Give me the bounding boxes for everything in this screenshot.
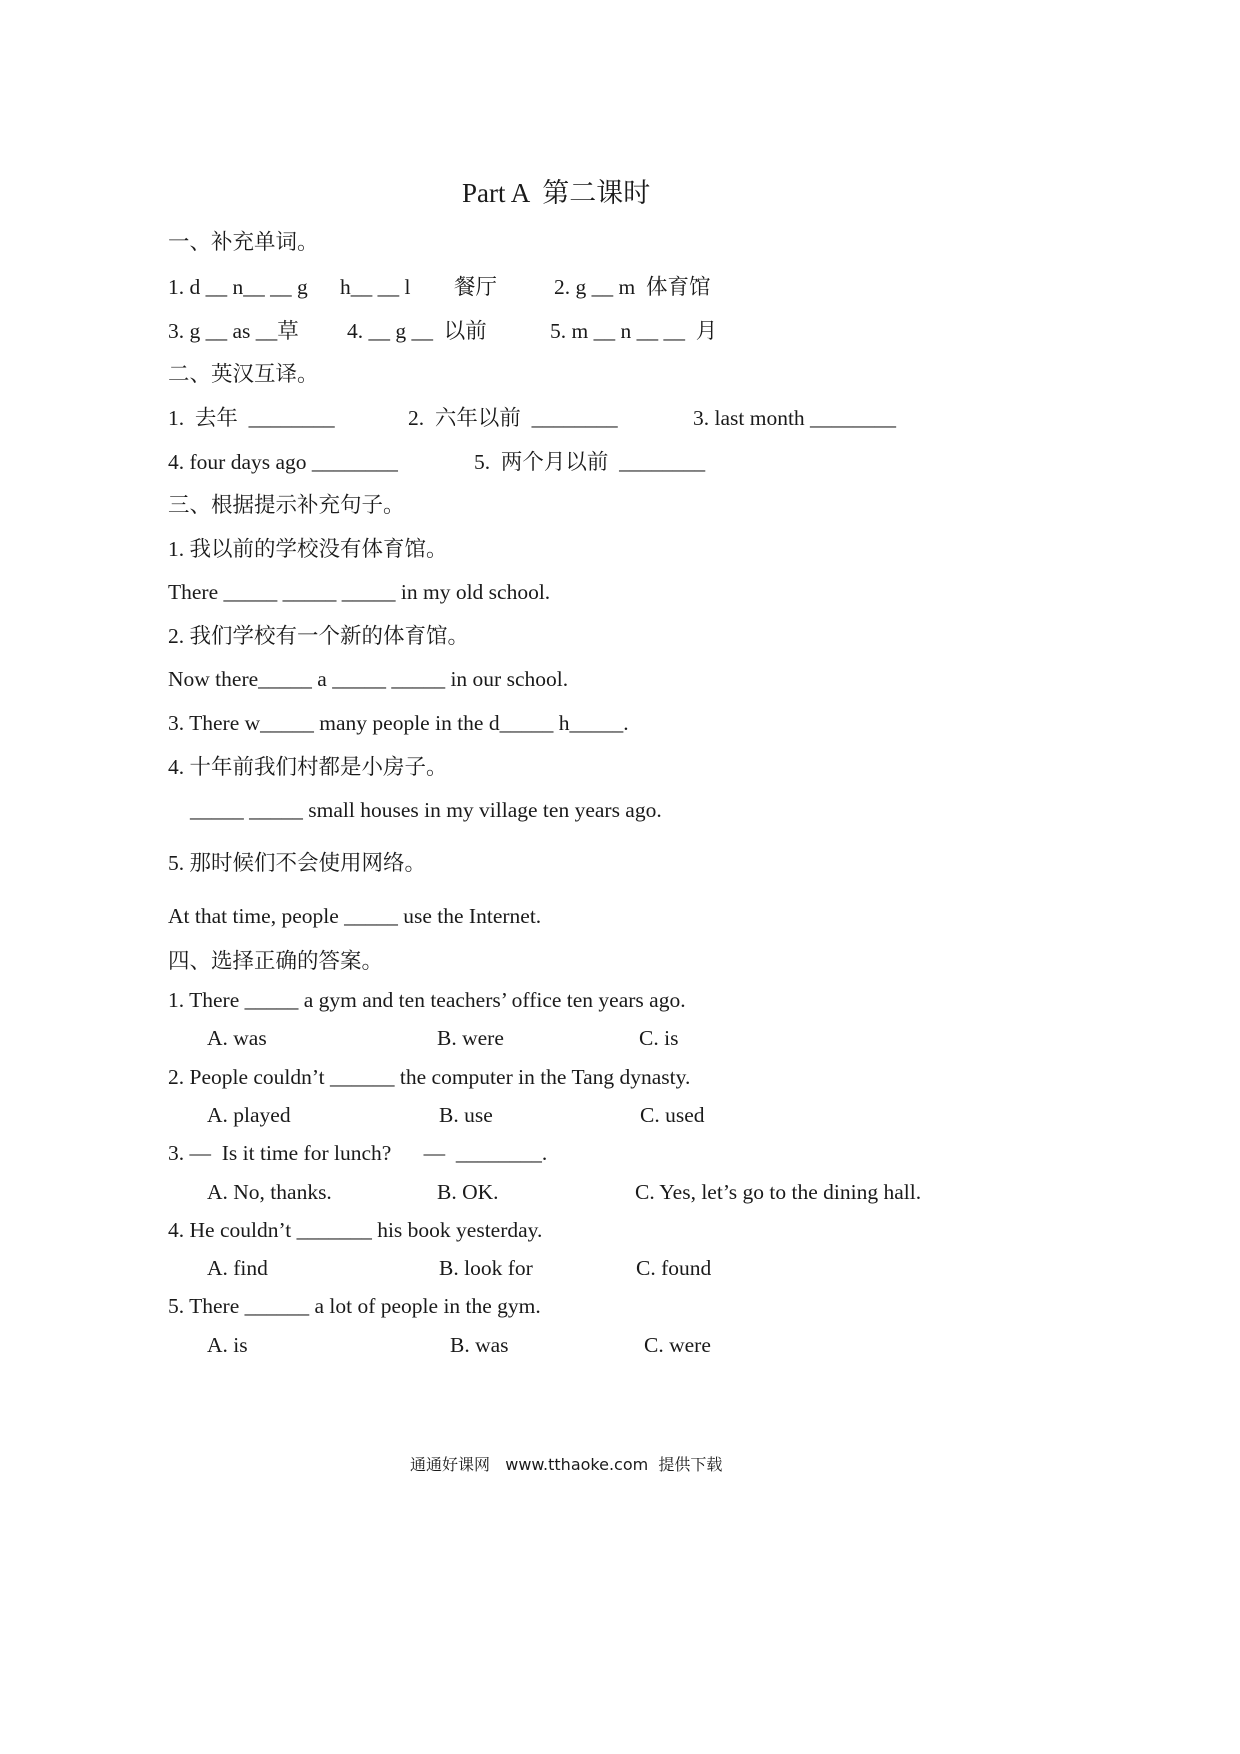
q4-question: 4. He couldn’t _______ his book yesterday. xyxy=(168,1218,543,1242)
q4-option-c: C. found xyxy=(636,1256,712,1280)
q4-option-a: A. find xyxy=(207,1256,268,1280)
q2-option-a: A. played xyxy=(207,1103,291,1127)
page-title: Part A 第二课时 xyxy=(462,178,651,208)
q5-question: 5. There ______ a lot of people in the gym. xyxy=(168,1294,541,1318)
s3-line4: Now there_____ a _____ _____ in our school. xyxy=(168,667,569,691)
section-3-heading: 三、根据提示补充句子。 xyxy=(168,493,405,517)
s1-line2-part3: 5. m __ n __ __ 月 xyxy=(550,319,718,343)
q2-option-c: C. used xyxy=(640,1103,705,1127)
s1-line1-part1: 1. d __ n__ __ g h__ __ l xyxy=(168,275,411,299)
s3-line8: 5. 那时候们不会使用网络。 xyxy=(168,851,427,875)
s3-line2: There _____ _____ _____ in my old school. xyxy=(168,580,551,604)
q5-option-c: C. were xyxy=(644,1333,711,1357)
q3-option-a: A. No, thanks. xyxy=(207,1180,332,1204)
q1-question: 1. There _____ a gym and ten teachers’ office ten years ago. xyxy=(168,988,686,1012)
s2-line2-part2: 5. 两个月以前 ________ xyxy=(474,450,706,474)
section-4-heading: 四、选择正确的答案。 xyxy=(168,949,384,973)
s3-line7: _____ _____ small houses in my village ten years ago. xyxy=(190,798,662,822)
s3-line5: 3. There w_____ many people in the d_____ h_____. xyxy=(168,711,629,735)
s3-line1: 1. 我以前的学校没有体育馆。 xyxy=(168,537,448,561)
q1-option-c: C. is xyxy=(639,1026,679,1050)
q3-option-b: B. OK. xyxy=(437,1180,499,1204)
q2-question: 2. People couldn’t ______ the computer in the Tang dynasty. xyxy=(168,1065,691,1089)
q1-option-a: A. was xyxy=(207,1026,267,1050)
q2-option-b: B. use xyxy=(439,1103,493,1127)
q5-option-a: A. is xyxy=(207,1333,248,1357)
q1-option-b: B. were xyxy=(437,1026,504,1050)
s2-line1-part3: 3. last month ________ xyxy=(693,406,897,430)
s1-line1-part3: 2. g __ m 体育馆 xyxy=(554,275,711,299)
footer-text: 通通好课网 www.tthaoke.com 提供下载 xyxy=(410,1455,723,1474)
s3-line3: 2. 我们学校有一个新的体育馆。 xyxy=(168,624,470,648)
s2-line1-part1: 1. 去年 ________ xyxy=(168,406,335,430)
s2-line1-part2: 2. 六年以前 ________ xyxy=(408,406,618,430)
section-1-heading: 一、补充单词。 xyxy=(168,230,319,254)
q4-option-b: B. look for xyxy=(439,1256,533,1280)
s1-line2-part2: 4. __ g __ 以前 xyxy=(347,319,487,343)
s3-line6: 4. 十年前我们村都是小房子。 xyxy=(168,755,448,779)
s1-line2-part1: 3. g __ as __草 xyxy=(168,319,299,343)
s1-line1-part2: 餐厅 xyxy=(454,275,498,299)
q3-question: 3. — Is it time for lunch? — ________. xyxy=(168,1141,548,1165)
section-2-heading: 二、英汉互译。 xyxy=(168,362,319,386)
s3-line9: At that time, people _____ use the Internet. xyxy=(168,904,542,928)
q3-option-c: C. Yes, let’s go to the dining hall. xyxy=(635,1180,922,1204)
s2-line2-part1: 4. four days ago ________ xyxy=(168,450,398,474)
q5-option-b: B. was xyxy=(450,1333,509,1357)
